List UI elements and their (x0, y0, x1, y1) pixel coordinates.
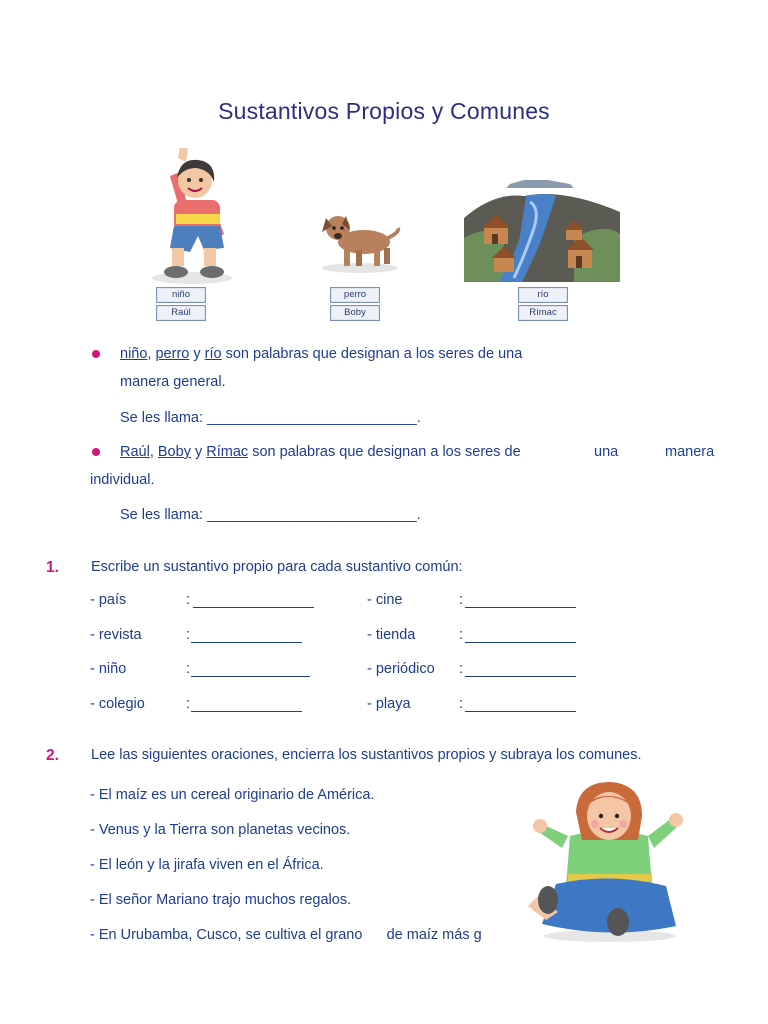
label-perro: perro (330, 287, 380, 303)
answer-blank-periodico[interactable] (465, 676, 576, 677)
bullet-1 (92, 350, 100, 358)
item-pais: - país (90, 592, 127, 608)
label-rio: río (518, 287, 568, 303)
separator: y (189, 346, 205, 362)
bullet-1-prompt: Se les llama: __________________________. (120, 410, 421, 426)
sentence-2: - Venus y la Tierra son planetas vecinos. (90, 822, 351, 838)
bullet-2 (92, 448, 100, 456)
dog-illustration (312, 206, 404, 274)
separator: , (149, 444, 158, 460)
bullet-1-rest: son palabras que designan a los seres de una (221, 346, 523, 362)
bullet-1-line-2: manera general. (120, 374, 226, 390)
bullet-2-word-una: una (594, 444, 619, 460)
answer-blank-revista[interactable] (191, 642, 302, 643)
colon: : (186, 627, 191, 643)
separator: y (190, 444, 207, 460)
colon: : (459, 627, 464, 643)
item-colegio: - colegio (90, 696, 145, 712)
bullet-2-line-2: individual. (90, 472, 155, 488)
sentence-4: - El señor Mariano trajo muchos regalos. (90, 892, 352, 908)
label-raul: Raúl (156, 305, 206, 321)
sentence-5: - En Urubamba, Cusco, se cultiva el grano de maíz más g (90, 927, 482, 943)
word-rimac: Rímac (206, 444, 249, 460)
item-nino: - niño (90, 661, 127, 677)
answer-blank-colegio[interactable] (191, 711, 302, 712)
answer-blank-cine[interactable] (465, 607, 576, 608)
bullet-2-prompt: Se les llama: __________________________. (120, 507, 421, 523)
word-perro: perro (155, 346, 190, 362)
word-nino: niño (120, 346, 148, 362)
exercise-1-instruction: Escribe un sustantivo propio para cada sustantivo común: (91, 559, 463, 575)
boy-illustration (140, 148, 240, 286)
sentence-3: - El león y la jirafa viven en el África. (90, 857, 324, 873)
word-rio: río (204, 346, 222, 362)
river-illustration (464, 178, 620, 282)
bullet-1-line-1 (120, 346, 522, 362)
bullet-2-word-manera: manera (665, 444, 715, 460)
answer-blank-playa[interactable] (465, 711, 576, 712)
item-periodico: - periódico (367, 661, 435, 677)
word-boby: Boby (157, 444, 191, 460)
label-rimac: Rímac (518, 305, 568, 321)
bullet-2-line-1 (120, 444, 521, 460)
label-boby: Boby (330, 305, 380, 321)
bullet-2-rest: son palabras que designan a los seres de (248, 444, 521, 460)
answer-blank-tienda[interactable] (465, 642, 576, 643)
page-title: Sustantivos Propios y Comunes (218, 98, 550, 124)
item-playa: - playa (367, 696, 411, 712)
exercise-1-number: 1. (46, 559, 59, 576)
sentence-1: - El maíz es un cereal originario de América. (90, 787, 375, 803)
girl-illustration (520, 776, 690, 946)
colon: : (186, 592, 191, 608)
label-nino: niño (156, 287, 206, 303)
separator: , (147, 346, 156, 362)
colon: : (459, 696, 464, 712)
answer-blank-nino[interactable] (191, 676, 310, 677)
word-raul: Raúl (120, 444, 150, 460)
item-revista: - revista (90, 627, 142, 643)
colon: : (186, 696, 191, 712)
item-tienda: - tienda (367, 627, 416, 643)
colon: : (459, 661, 464, 677)
exercise-2-number: 2. (46, 747, 59, 764)
answer-blank-pais[interactable] (193, 607, 314, 608)
exercise-2-instruction: Lee las siguientes oraciones, encierra los sustantivos propios y subraya los comunes. (91, 747, 642, 763)
colon: : (186, 661, 191, 677)
colon: : (459, 592, 464, 608)
item-cine: - cine (367, 592, 403, 608)
